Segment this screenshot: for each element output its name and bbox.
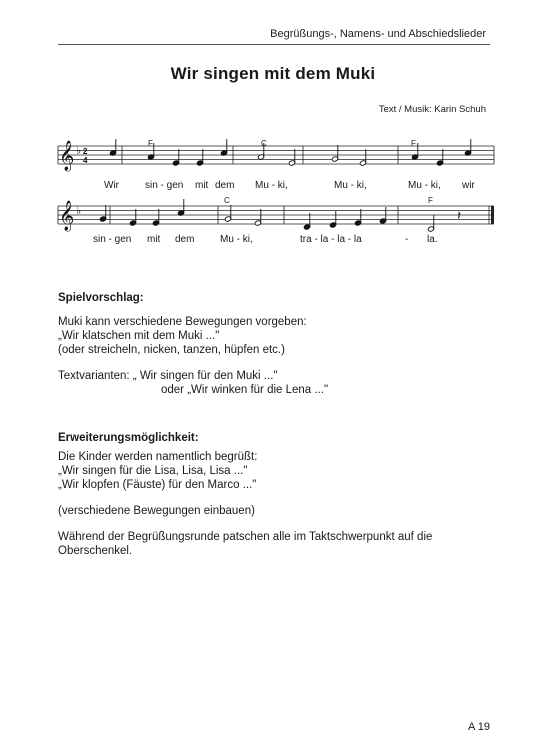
lyric-syllable: Mu - ki, <box>220 234 253 245</box>
paragraph-line: Oberschenkel. <box>58 545 133 557</box>
paragraph-line: (oder streicheln, nicken, tanzen, hüpfen etc.) <box>58 344 285 356</box>
paragraph-line: oder „Wir winken für die Lena ..." <box>161 384 329 396</box>
flat-sign-icon: ♭ <box>76 144 82 157</box>
lyric-syllable: mit <box>147 234 161 245</box>
page-number: A 19 <box>467 721 490 733</box>
svg-text:4: 4 <box>83 156 88 165</box>
section-heading: Erweiterungsmöglichkeit: <box>58 432 199 444</box>
song-credits: Text / Musik: Karin Schuh <box>378 104 486 115</box>
paragraph-line: „Wir klatschen mit dem Muki ..." <box>58 330 220 342</box>
song-title: Wir singen mit dem Muki <box>170 64 376 83</box>
chord-label: F <box>148 139 153 148</box>
header-divider <box>58 44 490 45</box>
lyric-syllable: Mu - ki, <box>255 180 288 191</box>
flat-sign-icon: ♭ <box>76 204 82 217</box>
lyric-syllable: wir <box>462 180 475 191</box>
lyric-syllable: tra - la - la - la <box>300 234 362 245</box>
lyric-syllable: Mu - ki, <box>408 180 441 191</box>
section-heading: Spielvorschlag: <box>58 292 144 304</box>
chord-label: C <box>261 139 267 148</box>
lyric-syllable: sin - gen <box>93 234 132 245</box>
lyric-syllable: la. <box>427 234 438 245</box>
lyric-syllable: mit <box>195 180 209 191</box>
chord-label: F <box>428 196 433 205</box>
lyric-syllable: Mu - ki, <box>334 180 367 191</box>
paragraph-line: „Wir singen für die Lisa, Lisa, Lisa ..." <box>58 465 248 477</box>
chord-label: F <box>411 139 416 148</box>
spielvorschlag-section <box>58 291 498 397</box>
paragraph-line: Muki kann verschiedene Bewegungen vorgeben: <box>58 316 307 328</box>
svg-text:2: 2 <box>83 147 88 156</box>
paragraph-line: „Wir klopfen (Fäuste) für den Marco ..." <box>58 479 257 491</box>
paragraph-line: Die Kinder werden namentlich begrüßt: <box>58 451 258 463</box>
erweiterung-section <box>58 431 498 558</box>
lyric-syllable: dem <box>215 180 235 191</box>
lyric-syllable: Wir <box>104 180 119 191</box>
lyric-syllable: sin - gen <box>145 180 184 191</box>
quarter-rest-icon: 𝄽 <box>457 209 461 224</box>
paragraph-line: Textvarianten: „ Wir singen für den Muki ..." <box>58 370 278 382</box>
paragraph-line: (verschiedene Bewegungen einbauen) <box>58 505 255 517</box>
treble-clef-icon: 𝄞 <box>59 141 75 171</box>
running-header: Begrüßungs-, Namens- und Abschiedslieder <box>270 28 486 40</box>
paragraph-line: Während der Begrüßungsrunde patschen alle im Taktschwerpunkt auf die <box>58 531 433 543</box>
treble-clef-icon: 𝄞 <box>59 201 75 231</box>
lyric-syllable: dem <box>175 234 195 245</box>
chord-label: C <box>224 196 230 205</box>
lyric-syllable: - <box>405 234 409 245</box>
